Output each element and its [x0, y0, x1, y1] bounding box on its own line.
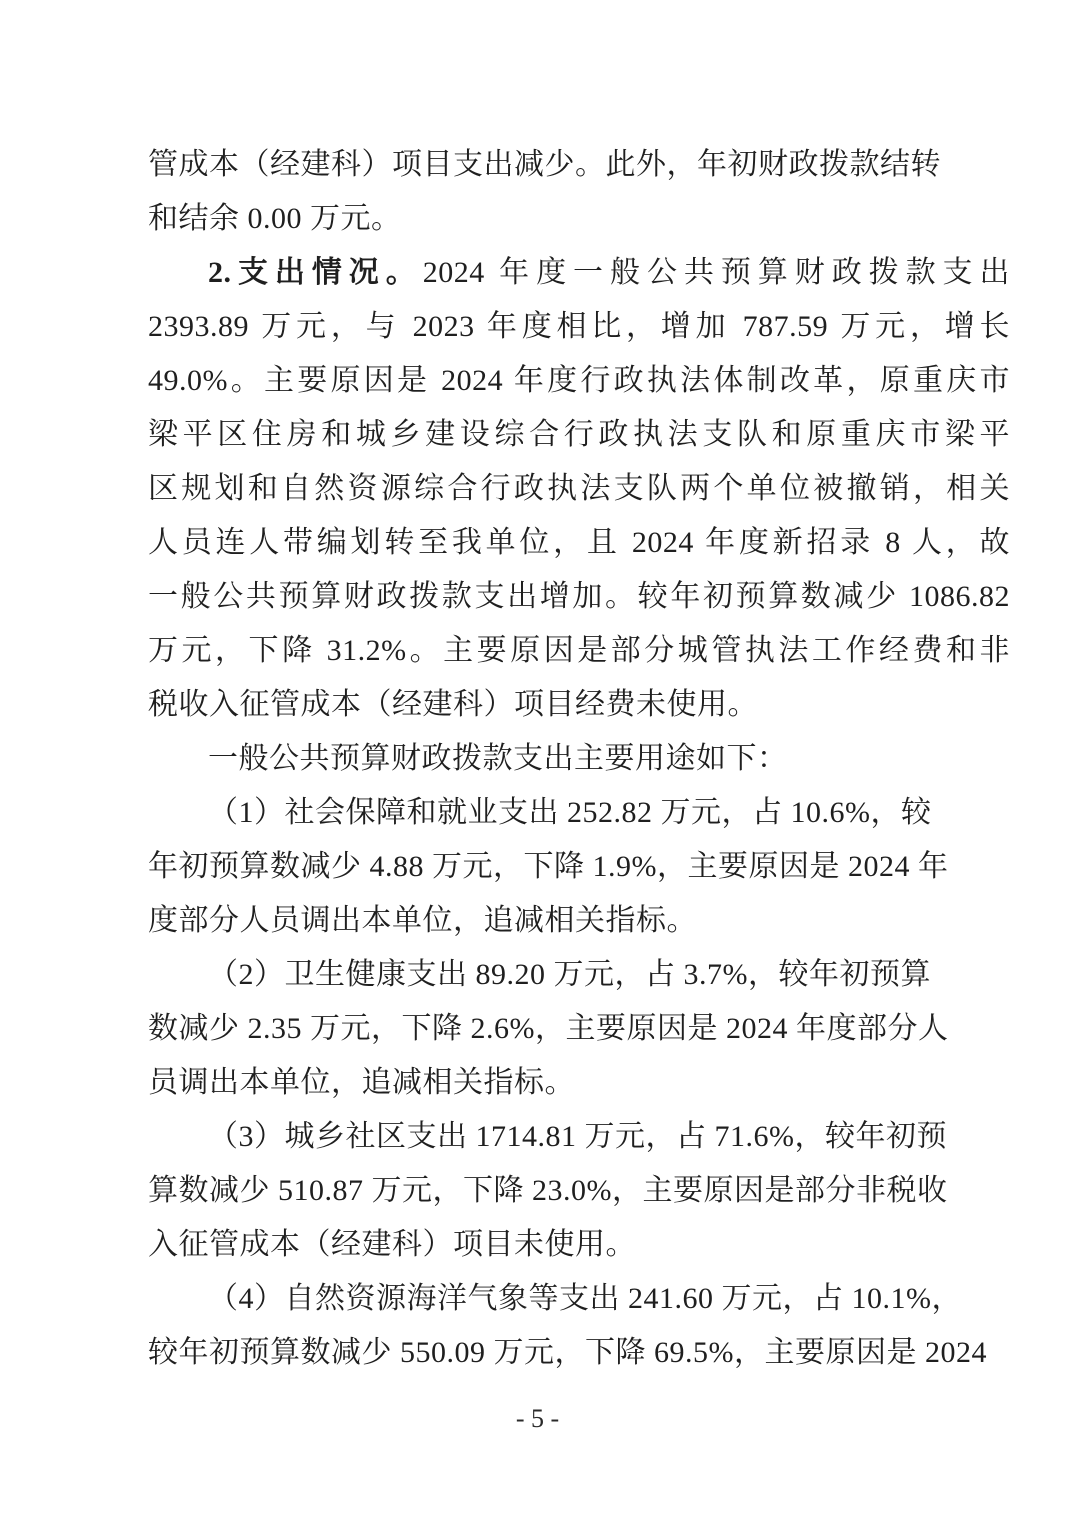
- text-line: （4）自然资源海洋气象等支出 241.60 万元，占 10.1%，: [208, 1282, 962, 1315]
- text-line: 区规划和自然资源综合行政执法支队两个单位被撤销，相关: [148, 472, 1010, 505]
- text-line: 49.0%。主要原因是 2024 年度行政执法体制改革，原重庆市: [148, 364, 1010, 397]
- text-run: 2024 年度一般公共预算财政拨款支出: [422, 256, 1011, 289]
- document-text-block: [148, 138, 1010, 1380]
- text-line: 入征管成本（经建科）项目未使用。: [148, 1228, 636, 1261]
- text-line: （1）社会保障和就业支出 252.82 万元，占 10.6%，较: [208, 796, 932, 829]
- text-line: 年初预算数减少 4.88 万元，下降 1.9%，主要原因是 2024 年: [148, 850, 949, 883]
- text-line: 员调出本单位，追减相关指标。: [148, 1066, 575, 1099]
- text-line: 税收入征管成本（经建科）项目经费未使用。: [148, 688, 758, 721]
- page-number: - 5 -: [515, 1404, 560, 1433]
- text-line: 梁平区住房和城乡建设综合行政执法支队和原重庆市梁平: [148, 418, 1010, 451]
- text-line: [148, 246, 1010, 300]
- text-line: 人员连人带编划转至我单位，且 2024 年度新招录 8 人，故: [148, 526, 1010, 559]
- text-line: 2393.89 万元，与 2023 年度相比，增加 787.59 万元，增长: [148, 310, 1010, 343]
- text-line: 和结余 0.00 万元。: [148, 202, 402, 235]
- text-line: 较年初预算数减少 550.09 万元，下降 69.5%，主要原因是 2024: [148, 1336, 987, 1369]
- text-line: （2）卫生健康支出 89.20 万元，占 3.7%，较年初预算: [208, 958, 931, 991]
- text-line: 万元，下降 31.2%。主要原因是部分城管执法工作经费和非: [148, 634, 1010, 667]
- text-line: 一般公共预算财政拨款支出主要用途如下：: [208, 742, 788, 775]
- text-line: 算数减少 510.87 万元，下降 23.0%，主要原因是部分非税收: [148, 1174, 948, 1207]
- section-heading-inline: 2.支出情况。: [208, 256, 423, 289]
- text-line: （3）城乡社区支出 1714.81 万元，占 71.6%，较年初预: [208, 1120, 947, 1153]
- text-line: 数减少 2.35 万元，下降 2.6%，主要原因是 2024 年度部分人: [148, 1012, 949, 1045]
- text-line: 度部分人员调出本单位，追减相关指标。: [148, 904, 697, 937]
- text-line: 一般公共预算财政拨款支出增加。较年初预算数减少 1086.82: [148, 580, 1010, 613]
- text-line: 管成本（经建科）项目支出减少。此外，年初财政拨款结转: [148, 148, 941, 181]
